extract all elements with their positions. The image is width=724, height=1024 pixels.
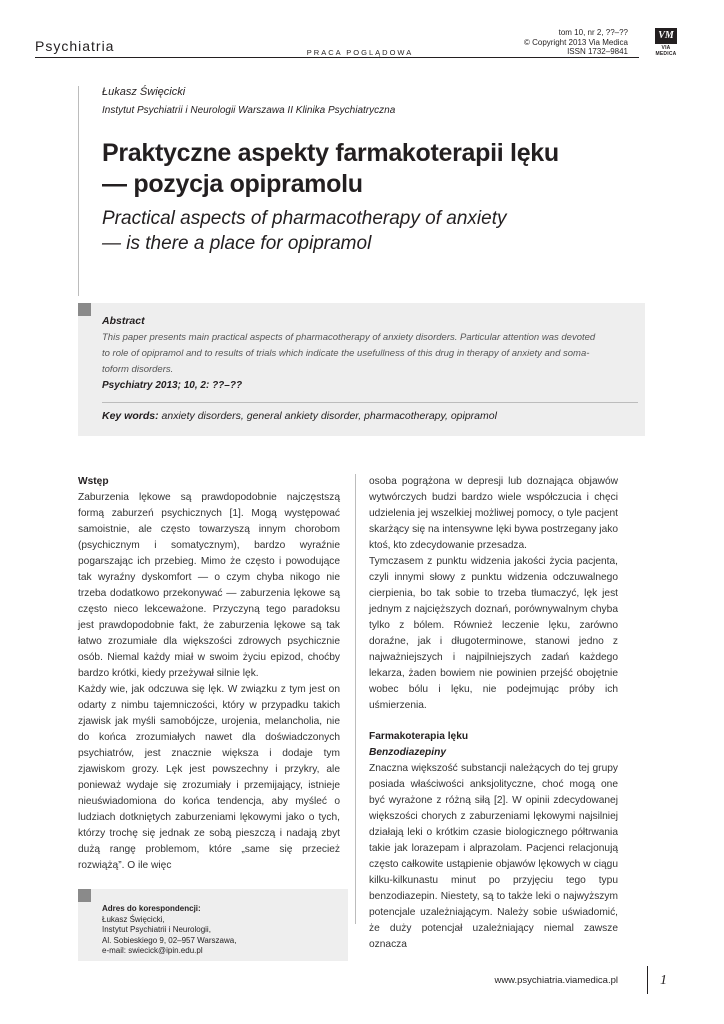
paragraph: Każdy wie, jak odczuwa się lęk. W związku z tym jest on odarty z nimbu tajemniczości, który w przypadku takich zjawisk jak myśli samobójcze, urojenia, melancholia, nie do końca zrozumiałych nawet dla doświadczonych psychiatrów, jest znacznie większa i dodaje tym zjawiskom grozy. Lęk jest powszechny i przykry, ale ponieważ wydaje się zrozumiały i przemijający, istnieje nieuświadomiona do końca tendencja, aby myśleć o ludziach dotkniętych zaburzeniami lękowymi jako o tych, którzy trochę się jednak ze sobą pieszczą i nadają zbyt dużą rangę problemom, które „same się przecież rozwiążą”. O ile więc bbox=[78, 684, 340, 871]
correspondence-line: Al. Sobieskiego 9, 02–957 Warszawa, bbox=[102, 935, 237, 945]
section-heading: Farmakoterapia lęku bbox=[369, 731, 469, 742]
publisher-logo bbox=[651, 28, 681, 57]
correspondence-line: Łukasz Święcicki, bbox=[102, 914, 165, 924]
abstract-heading: Abstract bbox=[102, 315, 145, 327]
right-column bbox=[369, 474, 618, 953]
keywords-text: anxiety disorders, general ankiety disorder, pharmacotherapy, opipramol bbox=[158, 410, 497, 422]
paragraph: osoba pogrążona w depresji lub doznająca objawów wytwórczych budzi bardzo wiele współczucia i chęci udzielenia jej wszelkiej możliwej pomocy, o tyle pacjent skarżący się na intensywne lęki bywa postrzegany jako ktoś, kto zdecydowanie przesadza. bbox=[369, 476, 618, 551]
correspondence-email: e-mail: swiecick@ipin.edu.pl bbox=[102, 946, 203, 955]
title-side-rule bbox=[78, 86, 79, 296]
paragraph: Zaburzenia lękowe są prawdopodobnie najczęstszą formą zaburzeń psychicznych [1]. Mogą występować samoistnie, ale często towarzyszą innym chorobom (psychicznym i somatycznym), bardzo wyraźnie pogarszając ich przebieg. Mimo że często i powodujące tak wyraźny dyskomfort — o czym chyba nikogo nie trzeba dodatkowo przekonywać — zaburzenia lękowe są często nieco lekceważone. Przyczyną tego paradoksu jest prawdopodobnie fakt, że zaburzenia lękowe są tak łatwo zrozumiałe dla większości zdrowych psychicznie osób. Niemal każdy miał w swoim życiu epizod, choćby bardzo krótki, kiedy przeżywał silnie lęk. bbox=[78, 492, 340, 679]
title-polish-line: Praktyczne aspekty farmakoterapii lęku bbox=[102, 139, 559, 167]
affiliation: Instytut Psychiatrii i Neurologii Warszawa II Klinika Psychiatryczna bbox=[102, 105, 396, 116]
logo-mark-icon: VM bbox=[655, 28, 677, 44]
title-polish bbox=[102, 138, 642, 200]
paragraph: Znaczna większość substancji należących do tej grupy posiada właściwości anksjolityczne, choć mogą one być wyrażone z różną siłą [2]. W opinii zdecydowanej większości chorych z zaburzeniami lękowymi najsilniej działają leki o krótkim czasie biologicznego półtrwania takie jak lorazepam i alprazolam. Pacjenci relacjonują często całkowite ustąpienie objawów lękowych w ciągu kilku-kilkunastu minut po przyjęciu tego typu benzodiazepin. Niestety, są to także leki o najwyższym potencjale uzależniającym. Należy sobie uświadomić, że duży potencjał uzależniający niemal zawsze oznacza bbox=[369, 763, 618, 950]
footer-url: www.psychiatria.viamedica.pl bbox=[494, 975, 618, 986]
citation: Psychiatry 2013; 10, 2: ??–?? bbox=[102, 380, 243, 391]
abstract-box bbox=[78, 303, 645, 436]
keywords bbox=[102, 410, 638, 422]
article-type: PRACA POGLĄDOWA bbox=[306, 48, 414, 57]
title-english bbox=[102, 206, 642, 256]
corner-square-icon bbox=[78, 889, 91, 902]
abstract-text bbox=[102, 330, 614, 378]
subsection-heading: Benzodiazepiny bbox=[369, 747, 446, 758]
correspondence-box bbox=[78, 889, 348, 961]
title-english-line: — is there a place for opipramol bbox=[102, 233, 372, 254]
left-column bbox=[78, 474, 340, 874]
issn-info: ISSN 1732–9841 bbox=[567, 47, 628, 57]
abstract-line: to role of opipramol and to results of trials which indicate the usefullness of this drug in therapy of anxiety and soma- bbox=[102, 348, 590, 359]
copyright-info: © Copyright 2013 Via Medica bbox=[523, 37, 628, 47]
journal-name: Psychiatria bbox=[35, 38, 115, 54]
paragraph: Tymczasem z punktu widzenia jakości życia pacjenta, czyli innymi słowy z punktu widzenia odczuwalnego cierpienia, bo tak sobie to trzeba tłumaczyć, lęk jest jednym z najcięższych doznań, porównywalnym chyba tylko z bólem. Również leczenie lęku, zarówno doraźne, jak i długoterminowe, stanowi jedno z najważniejszych i najpilniejszych zadań każdego lekarza, żaden bowiem nie powinien przejść obojętnie wobec bólu i lęku, nie podejmując próby ich uśmierzenia. bbox=[369, 556, 618, 711]
section-heading: Wstęp bbox=[78, 476, 109, 487]
header-rule bbox=[35, 57, 639, 58]
corner-square-icon bbox=[78, 303, 91, 316]
title-polish-line: — pozycja opipramolu bbox=[102, 170, 363, 198]
page-number: 1 bbox=[660, 973, 667, 988]
correspondence-heading: Adres do korespondencji: bbox=[102, 904, 201, 913]
journal-meta bbox=[524, 28, 628, 57]
author: Łukasz Święcicki bbox=[102, 86, 186, 98]
title-english-line: Practical aspects of pharmacotherapy of anxiety bbox=[102, 208, 507, 229]
abstract-line: This paper presents main practical aspects of pharmacotherapy of anxiety disorders. Particular attention was devoted bbox=[102, 332, 596, 343]
abstract-divider bbox=[102, 402, 638, 403]
volume-info: tom 10, nr 2, ??–?? bbox=[558, 28, 628, 37]
logo-text: VIA MEDICA bbox=[655, 45, 677, 57]
keywords-label: Key words: bbox=[102, 410, 159, 422]
footer-rule bbox=[647, 966, 648, 994]
correspondence-line: Instytut Psychiatrii i Neurologii, bbox=[102, 925, 211, 934]
spacer bbox=[369, 714, 618, 729]
column-divider bbox=[355, 474, 356, 924]
abstract-line: toform disorders. bbox=[102, 364, 174, 375]
